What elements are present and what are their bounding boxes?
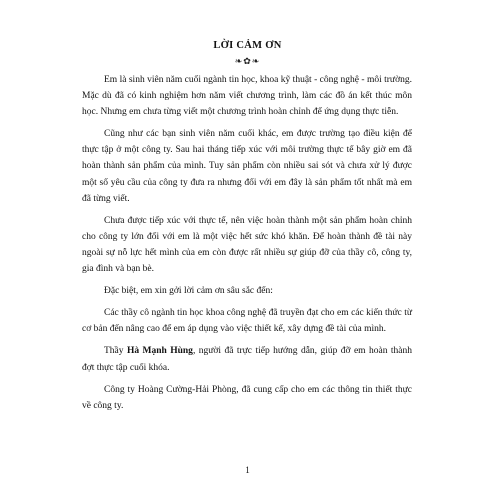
paragraph-4: Đặc biệt, em xin gởi lời cảm ơn sâu sắc đến: (104, 286, 273, 297)
paragraph-5: Các thầy cô ngành tin học khoa công nghệ đã truyền đạt cho em các kiến thức từ cơ bản đến nâng cao để em áp dụng vào việc thiết kế, xây dựng đề tài của mình. (82, 308, 412, 335)
paragraph-3: Chưa được tiếp xúc với thực tế, nên việc hoàn thành một sản phẩm hoàn chỉnh cho công ty lớn đối với em là một việc hết sức khó khăn. Để hoàn thành đề tài này ngoài sự nỗ lực hết mình của em còn được rất nhiều sự giúp đỡ của thầy cô, công ty, gia đình và bạn bè. (82, 215, 412, 275)
paragraph-1: Em là sinh viên năm cuối ngành tin học, khoa kỹ thuật - công nghệ - môi trường. Mặc dù đã có kinh nghiệm hơn năm viết chương trình, làm các đồ án kết thúc môn học. Nhưng em chưa từng viết một chương trình hoàn chỉnh để ứng dụng thực tiễn. (82, 75, 412, 118)
document-body (82, 72, 412, 420)
paragraph-7: Công ty Hoàng Cường-Hải Phòng, đã cung cấp cho em các thông tin thiết thực về công ty. (82, 384, 412, 411)
paragraph-6 (82, 343, 412, 375)
paragraph-2: Cũng như các bạn sinh viên năm cuối khác, em được trường tạo điều kiện để thực tập ở một công ty. Sau hai tháng tiếp xúc với môi trường thực tế bây giờ em đã hoàn thành sản phẩm của mình. Tuy sản phẩm còn nhiều sai sót và chưa xử lý được một số yêu cầu của công ty đưa ra nhưng đối với em đây là sản phẩm tốt nhất mà em đã từng viết. (82, 129, 412, 204)
advisor-name: Hà Mạnh Hùng (126, 346, 193, 357)
page-number: 1 (245, 465, 250, 475)
ornament-divider: ❧✿❧ (234, 56, 261, 66)
thanks-suffix: , người đã trực tiếp hướng dẫn, giúp đỡ em hoàn thành đợt thực tập cuối khóa. (82, 346, 412, 373)
thanks-prefix: Thầy (104, 346, 127, 357)
page-title: LỜI CẢM ƠN (213, 40, 282, 51)
